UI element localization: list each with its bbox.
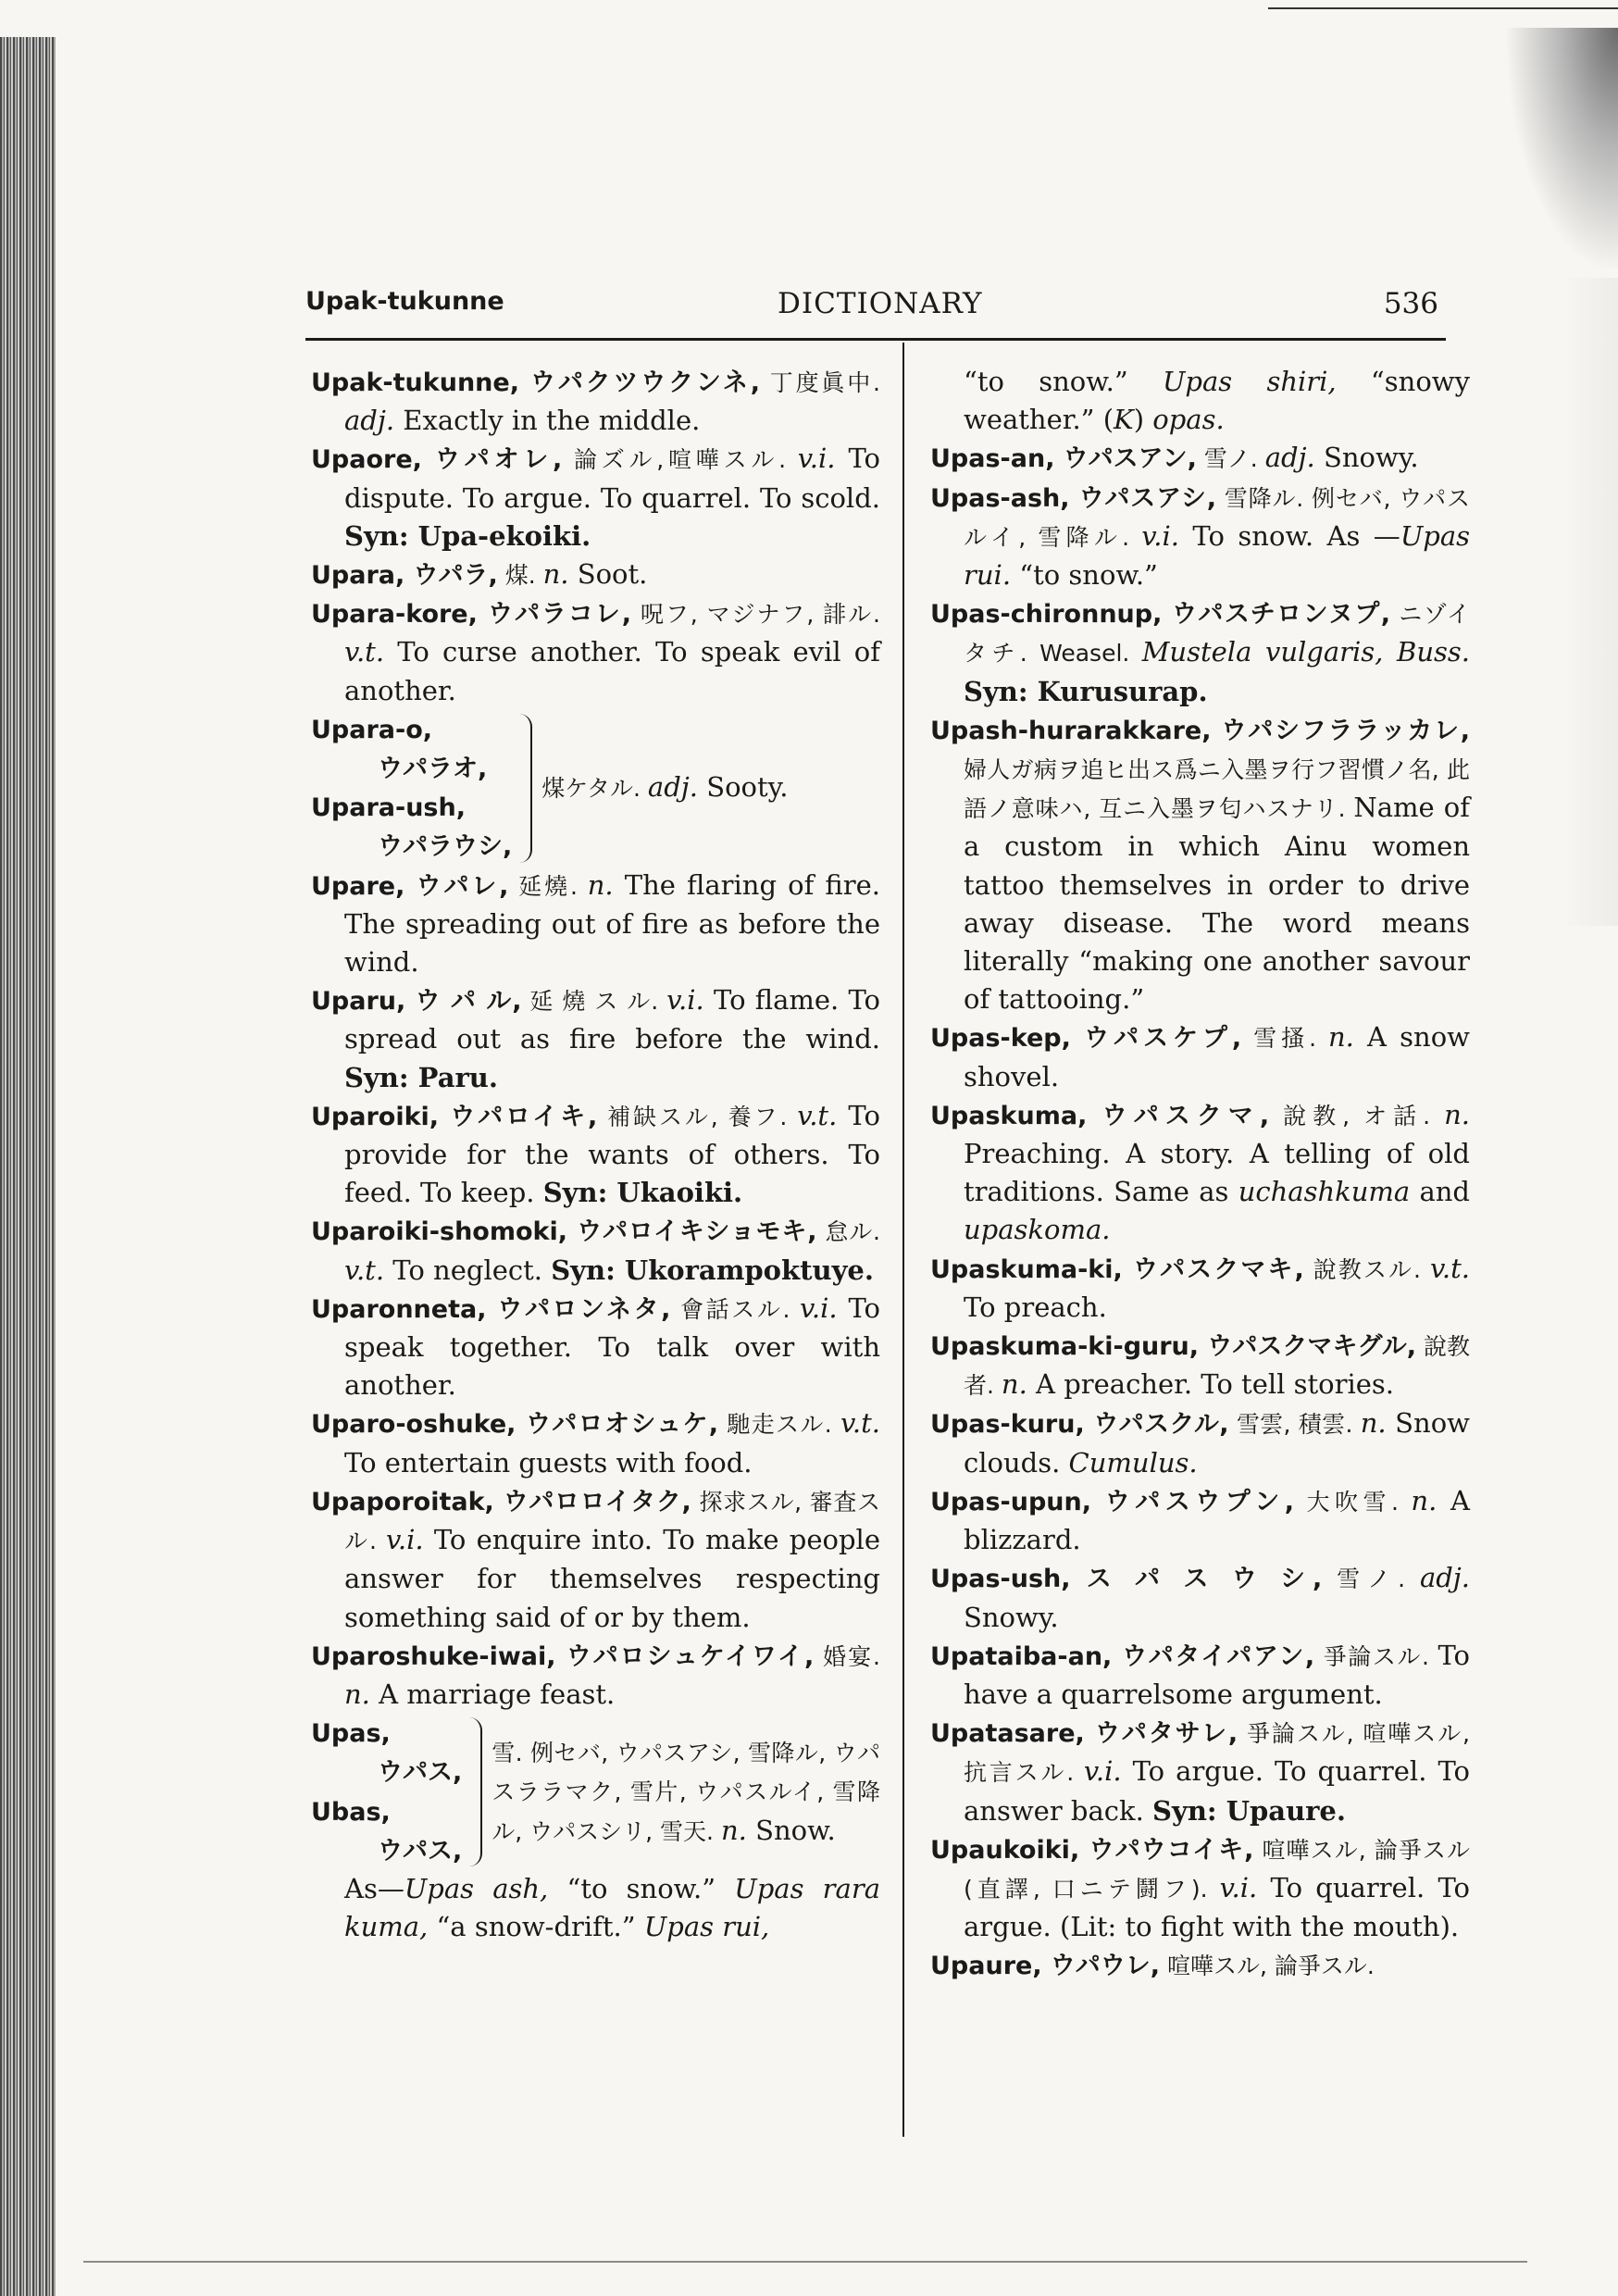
continuation-text: As— (344, 1872, 404, 1904)
entry-japanese-gloss: 爭論スル. (1314, 1642, 1438, 1670)
dictionary-entry (311, 1637, 880, 1714)
entry-kana: ウパラコレ, (488, 600, 631, 630)
entry-japanese-gloss: 雪ノ. (1196, 445, 1265, 473)
entry-headword: Upatasare, (930, 1719, 1085, 1749)
entry-headword: Upas-chironnup, (930, 600, 1163, 630)
entry-kana: ウ パ ル, (415, 987, 522, 1017)
dictionary-entry (311, 1482, 880, 1637)
continuation-example: Upas rara kuma, (344, 1872, 880, 1943)
entry-part-of-speech: adj. (1264, 442, 1315, 474)
entry-kana: ウパウレ, (1050, 1952, 1161, 1981)
entry-kana: ウパスクマ, (1101, 1101, 1270, 1130)
entry-definition: To neglect. (384, 1254, 552, 1286)
entry-kana: ウパラオ, (378, 755, 488, 784)
entry-definition: To snow. As — (1178, 519, 1400, 552)
entry-part-of-speech: n. (1001, 1368, 1027, 1401)
entry-headword: Upataiba-an, (930, 1641, 1113, 1671)
entry-headword: Uparo-oshuke, (311, 1410, 517, 1440)
entry-synonym: Syn: Upa-ekoiki. (344, 519, 591, 552)
entry-headword: Upara-o, (311, 715, 433, 744)
entry-headword: Upaukoiki, (930, 1835, 1080, 1865)
entry-definition: Soot. (568, 558, 648, 591)
entry-definition-italic: Cumulus. (1068, 1446, 1198, 1479)
entry-definition: A marriage feast. (369, 1678, 616, 1710)
entry-kana: ス パ ス ウ シ, (1086, 1565, 1323, 1594)
entry-japanese-gloss: 呪フ, マジナフ, 誹ル. (631, 601, 880, 629)
entry-headword: Upas-ush, (930, 1565, 1071, 1594)
entry-definition: Snowy. (1314, 442, 1419, 474)
entry-part-of-speech: v.t. (1429, 1252, 1471, 1284)
dictionary-entry (930, 1404, 1470, 1481)
entry-headword: Upas-ash, (930, 483, 1070, 513)
entry-headword: Upas-an, (930, 444, 1055, 474)
entry-japanese-gloss: 說教者. (964, 1333, 1470, 1400)
dictionary-entry (930, 1482, 1470, 1559)
dictionary-entry (311, 1212, 880, 1289)
entry-definition: To argue. To quarrel. To answer back. (964, 1755, 1470, 1827)
entry-part-of-speech: v.i. (1141, 519, 1179, 552)
entry-definition: Snow. (746, 1814, 836, 1846)
running-header (305, 287, 1438, 324)
right-column (930, 363, 1470, 1986)
entry-definition: To preach. (964, 1291, 1107, 1323)
entry-japanese-gloss: 煤. (497, 562, 543, 590)
entry-japanese-gloss: 喧嘩スル, 論爭スル(直譯, 口ニテ鬪フ). (964, 1836, 1471, 1903)
dictionary-entry (311, 1097, 880, 1213)
page-number: 536 (1383, 287, 1438, 320)
brace-bracket (467, 1717, 482, 1866)
entry-headword: Upara, (311, 561, 405, 591)
dictionary-entry (930, 1327, 1470, 1404)
entry-synonym: Syn: Ukaoiki. (542, 1177, 743, 1209)
entry-japanese-gloss: 雪ノ. (1322, 1566, 1420, 1593)
entry-japanese-gloss: 探求スル, 審査スル. (344, 1488, 881, 1555)
entry-japanese-gloss: 爭論スル, 喧嘩スル, 抗言スル. (964, 1720, 1470, 1787)
entry-definition: To speak together. To talk over with another. (344, 1292, 881, 1402)
dictionary-entry (930, 1714, 1470, 1830)
entry-kana: ウパシフララッカレ, (1221, 716, 1471, 745)
scan-edge-line (1268, 7, 1618, 9)
entry-kana: ウパロオシュケ, (525, 1410, 719, 1440)
entry-definition: Snowy. (964, 1601, 1059, 1633)
entry-kana: ウパラウシ, (378, 832, 513, 862)
entry-definition: Name of a custom in which Ainu women tattoo themselves in order to drive away disease. The word means literally “making one another savour of tattooing.” (964, 792, 1470, 1016)
entry-kana: ウパロロイタク, (503, 1487, 691, 1516)
entry-japanese-gloss: 說教スル. (1303, 1255, 1430, 1283)
dictionary-entry (311, 867, 880, 982)
entry-japanese-gloss: 雪搔. (1241, 1025, 1328, 1053)
entry-kana: ウパスクル, (1093, 1410, 1229, 1440)
entry-part-of-speech: v.i. (1083, 1755, 1122, 1788)
entry-japanese-gloss: 雪雲, 積雲. (1228, 1411, 1361, 1439)
entry-part-of-speech: v.i. (799, 1292, 838, 1324)
grouped-entry (311, 710, 880, 867)
entry-headword: Upaore, (311, 445, 422, 475)
entry-kana: ウパタサレ, (1094, 1719, 1238, 1749)
dictionary-entry (930, 439, 1470, 478)
continuation-text: “snowy weather.” ( (964, 366, 1470, 436)
dictionary-entry (311, 440, 880, 555)
dictionary-entry (311, 594, 880, 710)
entry-kana: ウパクツウクンネ, (530, 368, 760, 397)
entry-headword: Upak-tukunne, (311, 368, 519, 397)
entry-part-of-speech: v.t. (840, 1407, 881, 1440)
dictionary-entry (930, 479, 1470, 595)
entry-kana: ウパウコイキ, (1089, 1835, 1254, 1865)
entry-part-of-speech: v.i. (666, 984, 704, 1017)
entry-part-of-speech: n. (587, 868, 614, 901)
entry-headword: Upas, (311, 1719, 391, 1749)
entry-japanese-gloss: 補缺スル, 養フ. (597, 1103, 798, 1130)
entry-japanese-gloss: 丁度眞中. (760, 369, 880, 396)
entry-headword: Upas-upun, (930, 1487, 1091, 1516)
entry-part-of-speech: adj. (344, 405, 395, 437)
entry-headword: Upaure, (930, 1952, 1042, 1981)
entry-headword: Upaskuma-ki, (930, 1254, 1123, 1284)
entry-headword: Upaskuma-ki-guru, (930, 1332, 1200, 1362)
entry-part-of-speech: n. (542, 558, 569, 591)
dictionary-entry (311, 1290, 880, 1405)
header-headword: Upak-tukunne (305, 287, 504, 316)
entry-headword: Upaskuma, (930, 1101, 1088, 1130)
column-divider (902, 343, 904, 2137)
entry-definition-italic: uchashkuma (1238, 1176, 1411, 1208)
entry-definition: Exactly in the middle. (394, 405, 701, 437)
entry-headword: Upas-kuru, (930, 1410, 1085, 1440)
entry-kana: ウパスクマキグル, (1207, 1332, 1416, 1362)
continuation-text: ) (1133, 404, 1153, 436)
entry-part-of-speech: v.i. (797, 443, 836, 475)
entry-japanese-gloss: 延 燒 ス ル. (521, 988, 667, 1016)
entry-headword: Uparonneta, (311, 1294, 487, 1324)
entry-definition: To flame. To spread out as fire before the wind. (344, 984, 881, 1055)
grouped-entry (311, 1714, 880, 1870)
entry-part-of-speech: adj. (1419, 1562, 1471, 1594)
brace-bracket (517, 714, 532, 863)
continuation-text: “to snow.” (964, 366, 1163, 397)
continuation-example: Upas shiri, (1162, 366, 1337, 397)
entry-headword: Ubas, (311, 1797, 391, 1827)
entry-part-of-speech: adj. (647, 771, 698, 804)
entry-headword: Uparoiki-shomoki, (311, 1217, 568, 1247)
entry-part-of-speech: n. (1327, 1021, 1354, 1054)
entry-japanese-gloss: 大吹雪. (1294, 1488, 1412, 1516)
entry-headword: Upare, (311, 871, 405, 901)
entry-kana: ウパロシュケイワイ, (566, 1641, 815, 1671)
dictionary-entry (930, 1559, 1470, 1636)
entry-part-of-speech: Mustela vulgaris, Buss. (1141, 636, 1470, 668)
entry-definition: To provide for the wants of others. To feed. To keep. (344, 1099, 880, 1209)
entry-continuation (930, 363, 1470, 439)
entry-definition: Preaching. A story. A telling of old traditions. Same as (964, 1138, 1470, 1208)
page-edge-shadow (1562, 278, 1618, 926)
dictionary-entry (930, 1830, 1470, 1947)
continuation-example: Upas ash, (404, 1872, 549, 1904)
entry-definition-italic: Upas rui. (964, 519, 1470, 592)
entry-part-of-speech: v.t. (344, 1254, 385, 1286)
continuation-example: opas. (1152, 404, 1225, 436)
entry-headword: Uparoshuke-iwai, (311, 1641, 556, 1671)
dictionary-entry (930, 1250, 1470, 1327)
entry-kana: ウパラ, (413, 561, 498, 591)
entry-japanese-gloss: 馳走スル. (718, 1411, 840, 1439)
page-corner-shadow (1507, 28, 1618, 268)
entry-part-of-speech: n. (1444, 1098, 1471, 1130)
entry-definition: “to snow.” (1011, 559, 1158, 592)
entry-kana: ウパレ, (416, 871, 509, 901)
entry-definition: To have a quarrelsome argument. (964, 1639, 1470, 1710)
entry-kana: ウパタイパアン, (1122, 1641, 1315, 1671)
entry-japanese-gloss: 說教, オ話. (1269, 1102, 1445, 1129)
entry-synonym: Syn: Upaure. (1152, 1794, 1346, 1827)
entry-headword: Uparu, (311, 987, 406, 1017)
entry-japanese-gloss: 會話スル. (670, 1295, 800, 1323)
entry-definition: To enquire into. To make people answer for themselves respecting something said of or by them. (344, 1524, 880, 1633)
entry-part-of-speech: n. (1411, 1484, 1438, 1516)
entry-part-of-speech: v.t. (344, 636, 385, 668)
entry-part-of-speech: v.i. (1219, 1871, 1258, 1903)
entry-kana: ウパスケプ, (1084, 1024, 1242, 1054)
entry-japanese-gloss: 雪. 例セバ, ウパスアシ, 雪降ル, ウパスララマク, 雪片, ウパスルイ, 雪降ル, ウパスシリ, 雪天. (492, 1740, 880, 1845)
dictionary-entry (930, 594, 1470, 711)
entry-part-of-speech: n. (344, 1678, 370, 1710)
entry-kana: ウパロイキショモキ, (577, 1217, 817, 1247)
entry-definition: A blizzard. (964, 1484, 1471, 1556)
dictionary-entry (930, 1096, 1470, 1250)
entry-definition: To entertain guests with food. (344, 1446, 753, 1479)
dictionary-entry (311, 555, 880, 594)
book-spine-shadow (0, 37, 56, 2296)
entry-definition: The flaring of fire. The spreading out of fire as before the wind. (344, 868, 881, 979)
entry-kana: ウパス, (378, 1758, 463, 1788)
continuation-text: “a snow-drift.” (428, 1911, 644, 1943)
entry-definition-italic: upaskoma. (964, 1214, 1111, 1246)
entry-definition: To curse another. To speak evil of another. (344, 636, 880, 706)
entry-japanese-gloss: 喧嘩スル, 論爭スル. (1160, 1953, 1375, 1980)
entry-kana: ウパスアシ, (1078, 483, 1216, 513)
entry-japanese-gloss: ニゾイタチ. Weasel. (964, 601, 1471, 668)
entry-part-of-speech: v.i. (385, 1524, 424, 1556)
entry-synonym: Syn: Ukorampoktuye. (551, 1254, 874, 1286)
entry-headword: Upароroitak, (311, 1487, 494, 1516)
entry-japanese-gloss: 怠ル. (816, 1218, 880, 1246)
left-column (311, 363, 880, 1946)
entry-headword: Upara-ush, (311, 793, 466, 823)
entry-kana: ウパロンネタ, (497, 1294, 671, 1324)
entry-definition: To dispute. To argue. To quarrel. To scold. (344, 443, 880, 514)
entry-kana: ウパオレ, (434, 445, 563, 475)
entry-definition: A snow shovel. (964, 1021, 1471, 1092)
dictionary-entry (311, 363, 880, 440)
entry-japanese-gloss: 論ズル,喧嘩スル. (562, 446, 798, 474)
entry-kana: ウパロイキ, (450, 1102, 598, 1131)
entry-definition: Sooty. (698, 771, 789, 804)
entry-japanese-gloss: 雪降ル. 例セバ, ウパスルイ, 雪降ル. (964, 484, 1470, 551)
dictionary-entry (311, 981, 880, 1097)
entry-synonym: Syn: Paru. (344, 1061, 498, 1093)
entry-headword: Upash-hurarakkare, (930, 716, 1212, 745)
entry-kana: ウパスウプン, (1104, 1487, 1294, 1516)
entry-kana: ウパスアン, (1063, 444, 1197, 474)
continuation-example: Upas rui, (643, 1911, 770, 1943)
entry-japanese-gloss: 婚宴. (814, 1642, 880, 1670)
entry-continuation (311, 1870, 880, 1946)
entry-japanese-gloss: 煤ケタル. (541, 775, 648, 803)
entry-part-of-speech: n. (1360, 1407, 1387, 1440)
entry-synonym: Syn: Kurusurap. (964, 675, 1208, 707)
entry-part-of-speech: v.t. (797, 1099, 838, 1131)
continuation-text: “to snow.” (548, 1872, 735, 1904)
entry-definition: Snow clouds. (964, 1407, 1471, 1479)
entry-headword: Uparoiki, (311, 1102, 440, 1131)
entry-part-of-speech: n. (720, 1814, 747, 1846)
continuation-example: K (1114, 404, 1134, 436)
header-title: DICTIONARY (778, 287, 983, 320)
entry-japanese-gloss: 婦人ガ病ヲ追ヒ出ス爲ニ入墨ヲ行フ習慣ノ名, 此語ノ意味ハ, 互ニ入墨ヲ匂ハスナリ. (964, 756, 1470, 823)
entry-kana: ウパス, (378, 1836, 463, 1866)
dictionary-entry (311, 1404, 880, 1481)
scan-bottom-line (83, 2261, 1527, 2263)
entry-definition: A preacher. To tell stories. (1027, 1368, 1395, 1401)
entry-headword: Upara-kore, (311, 600, 478, 630)
entry-japanese-gloss: 延燒. (508, 872, 588, 900)
dictionary-entry (930, 1018, 1470, 1095)
dictionary-entry (930, 1946, 1470, 1985)
entry-definition: and (1410, 1176, 1470, 1208)
header-rule (305, 338, 1446, 341)
entry-headword: Upas-kep, (930, 1024, 1071, 1054)
entry-kana: ウパスクマキ, (1133, 1254, 1304, 1284)
entry-definition: To quarrel. To argue. (Lit: to fight with the mouth). (964, 1871, 1471, 1943)
entry-kana: ウパスチロンヌプ, (1172, 600, 1391, 630)
dictionary-entry (930, 1637, 1470, 1714)
dictionary-entry (930, 711, 1470, 1019)
